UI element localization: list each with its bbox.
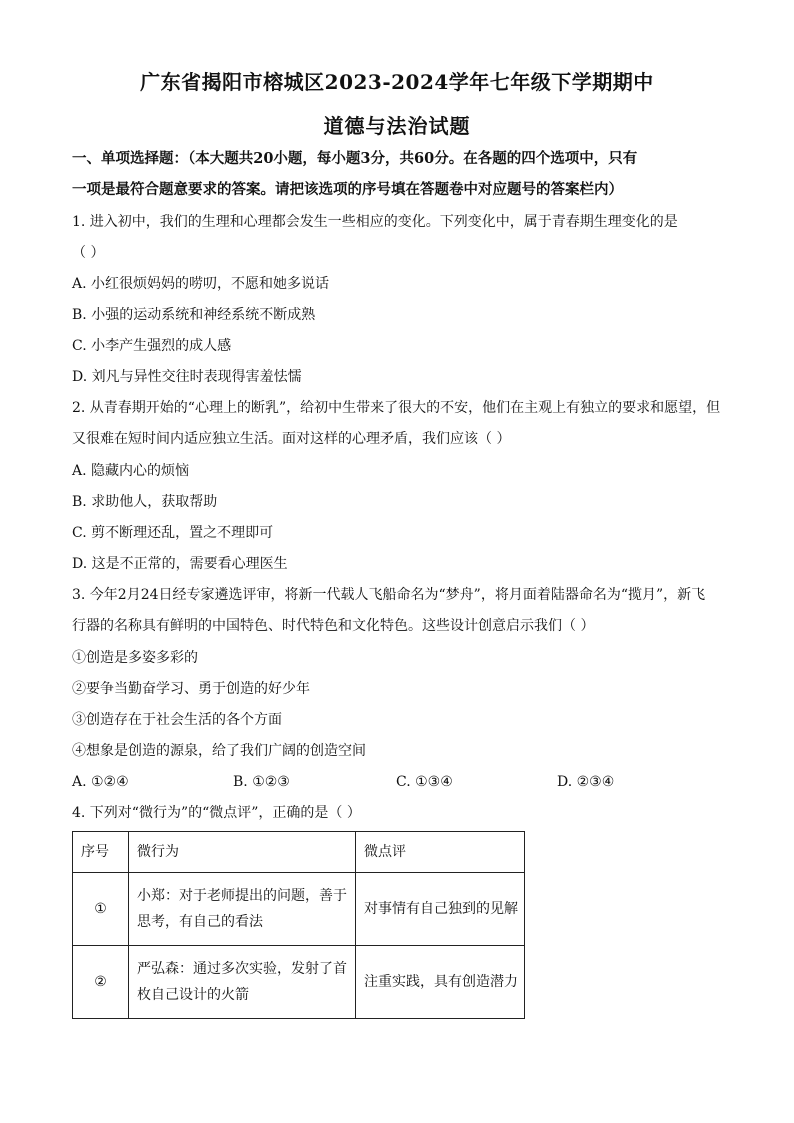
behavior-line: 小郑：对于老师提出的问题，善于 (137, 888, 347, 904)
table-header-cell: 微行为 (129, 832, 356, 873)
q3-statement-2: ②要争当勤奋学习、勇于创造的好少年 (72, 681, 310, 697)
q2-option-d: D. 这是不正常的，需要看心理医生 (72, 556, 288, 572)
q1-option-a: A. 小红很烦妈妈的唠叨，不愿和她多说话 (72, 276, 330, 292)
q4-table (72, 831, 525, 1019)
behavior-line: 思考，有自己的看法 (137, 914, 263, 930)
q4-stem: 4. 下列对“微行为”的“微点评”，正确的是（ ） (72, 805, 361, 821)
q3-option-c: C. ①③④ (396, 774, 453, 790)
table-cell-behavior (129, 873, 356, 946)
table-header-row (73, 832, 525, 873)
q1-stem: 1. 进入初中，我们的生理和心理都会发生一些相应的变化。下列变化中，属于青春期生理变化的是 (72, 214, 678, 230)
q2-option-a: A. 隐藏内心的烦恼 (72, 463, 190, 479)
q1-option-b: B. 小强的运动系统和神经系统不断成熟 (72, 307, 316, 323)
table-cell-number: ① (73, 873, 129, 946)
behavior-line: 枚自己设计的火箭 (137, 987, 249, 1003)
q3-option-b: B. ①②③ (233, 774, 290, 790)
q1-option-d: D. 刘凡与异性交往时表现得害羞怯懦 (72, 369, 302, 385)
table-cell-number: ② (73, 946, 129, 1019)
table-cell-behavior (129, 946, 356, 1019)
q2-option-c: C. 剪不断理还乱，置之不理即可 (72, 525, 274, 541)
exam-title: 广东省揭阳市榕城区2023-2024学年七年级下学期期中 (140, 70, 654, 94)
table-row (73, 946, 525, 1019)
q3-stem-line-1: 3. 今年2月24日经专家遴选评审，将新一代载人飞船命名为“梦舟”，将月面着陆器命名为“揽月”，新飞 (72, 587, 706, 603)
table-row (73, 873, 525, 946)
q3-option-d: D. ②③④ (557, 774, 615, 790)
q3-option-a: A. ①②④ (72, 774, 129, 790)
section-instruction-line-2: 一项是最符合题意要求的答案。请把该选项的序号填在答题卷中对应题号的答案栏内） (72, 181, 623, 198)
table-cell-comment: 注重实践，具有创造潜力 (356, 946, 525, 1019)
q2-stem-line-2: 又很难在短时间内适应独立生活。面对这样的心理矛盾，我们应该（ ） (72, 431, 511, 447)
exam-subtitle: 道德与法治试题 (323, 114, 471, 138)
q2-stem-line-1: 2. 从青春期开始的“心理上的断乳”，给初中生带来了很大的不安，他们在主观上有独立的要求和愿望，但 (72, 400, 721, 416)
table-header-cell: 微点评 (356, 832, 525, 873)
table-header-cell: 序号 (73, 832, 129, 873)
q3-statement-4: ④想象是创造的源泉，给了我们广阔的创造空间 (72, 743, 366, 759)
q3-statement-3: ③创造存在于社会生活的各个方面 (72, 712, 282, 728)
behavior-line: 严弘森：通过多次实验，发射了首 (137, 961, 347, 977)
table-cell-comment: 对事情有自己独到的见解 (356, 873, 525, 946)
q3-stem-line-2: 行器的名称具有鲜明的中国特色、时代特色和文化特色。这些设计创意启示我们（ ） (72, 618, 595, 634)
q1-option-c: C. 小李产生强烈的成人感 (72, 338, 232, 354)
q1-blank: （ ） (72, 245, 105, 261)
q2-option-b: B. 求助他人，获取帮助 (72, 494, 218, 510)
section-instruction-line-1: 一、单项选择题：（本大题共20小题，每小题3分，共60分。在各题的四个选项中，只有 (72, 150, 638, 167)
q3-statement-1: ①创造是多姿多彩的 (72, 650, 198, 666)
